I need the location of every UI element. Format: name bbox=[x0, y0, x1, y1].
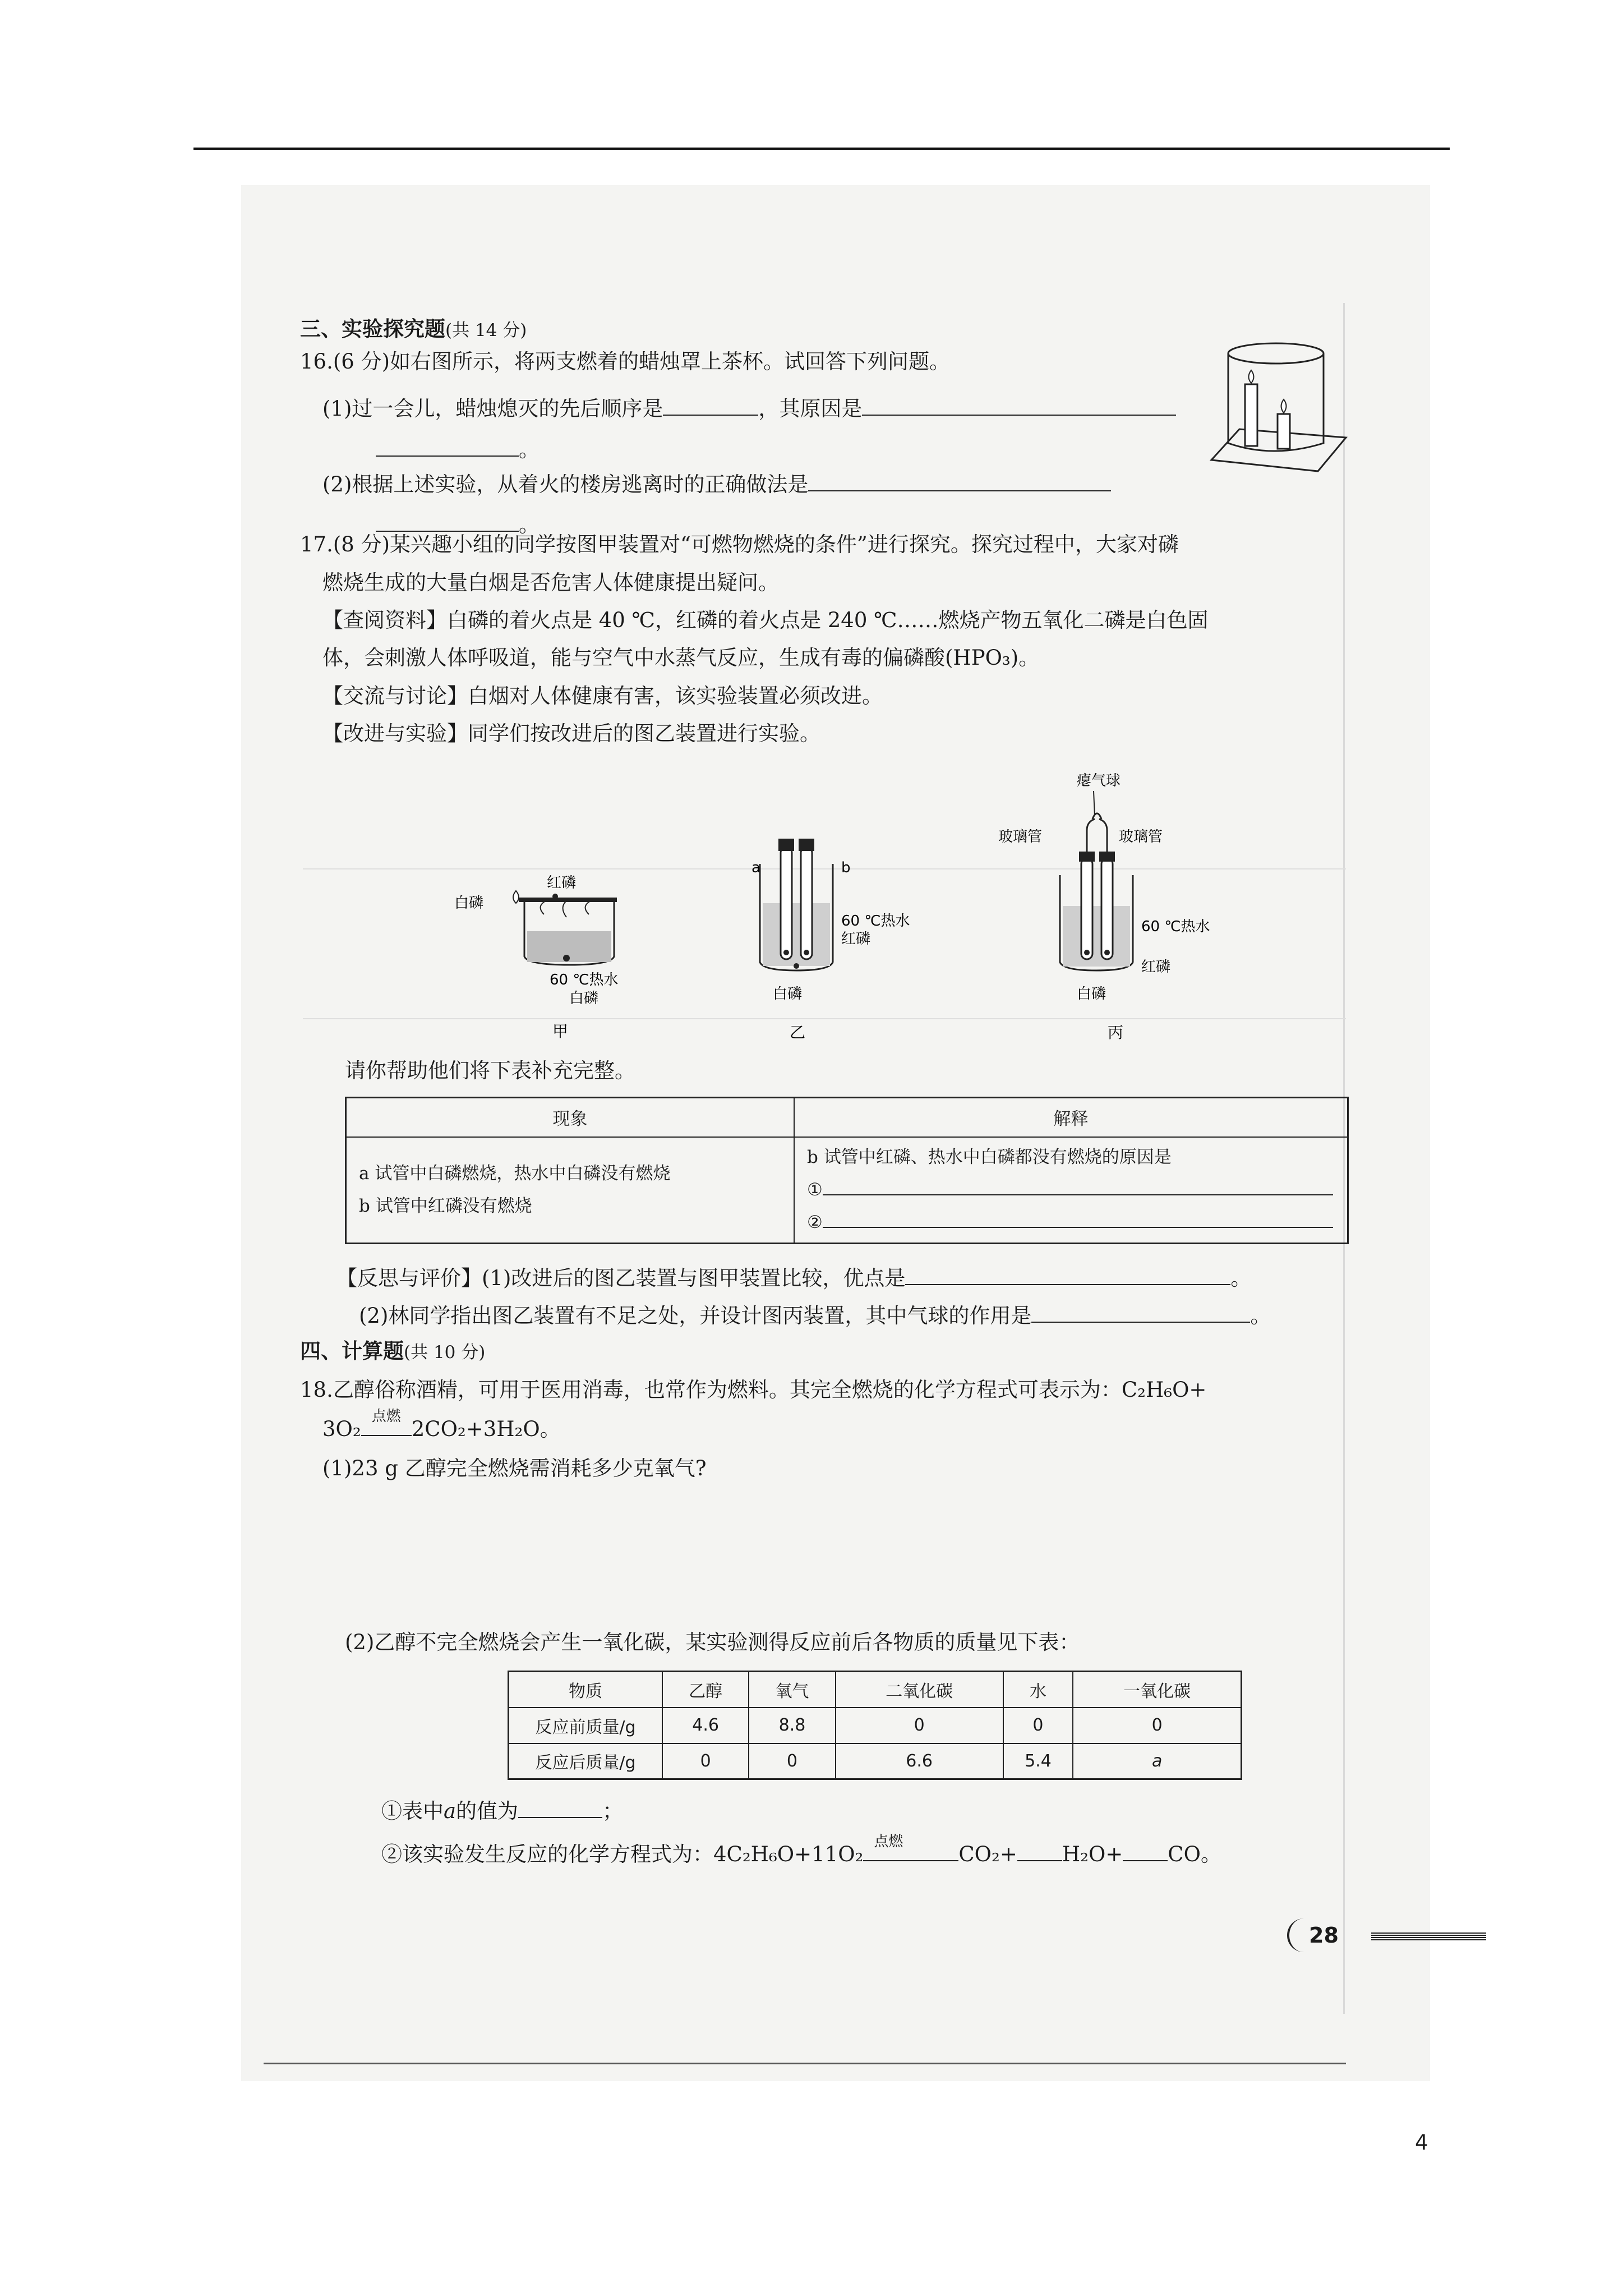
table-header: 二氧化碳 bbox=[836, 1672, 1003, 1708]
table-cell: 0 bbox=[1073, 1708, 1241, 1743]
svg-text:白磷: 白磷 bbox=[773, 986, 803, 1002]
q17-line4: 体，会刺激人体呼吸道，能与空气中水蒸气反应，生成有毒的偏磷酸(HPO₃)。 bbox=[322, 646, 1040, 670]
page-number: 4 bbox=[1415, 2131, 1428, 2155]
answer-blank[interactable] bbox=[862, 395, 1176, 416]
svg-text:丙: 丙 bbox=[1108, 1023, 1124, 1042]
q17-instruction: 请你帮助他们将下表补充完整。 bbox=[345, 1059, 635, 1083]
q16-part2: (2)根据上述实验，从着火的楼房逃离时的正确做法是 bbox=[322, 471, 1111, 498]
table-cell: 0 bbox=[749, 1743, 835, 1779]
q17-line3: 【查阅资料】白磷的着火点是 40 ℃，红磷的着火点是 240 ℃……燃烧产物五氧化二磷是白色固 bbox=[322, 608, 1209, 632]
table-cell: 5.4 bbox=[1003, 1743, 1073, 1779]
figure-bing bbox=[998, 772, 1210, 1042]
figure-yi bbox=[751, 839, 910, 1042]
phenomenon-line: a 试管中白磷燃烧，热水中白磷没有燃烧 bbox=[359, 1163, 671, 1184]
table-row bbox=[509, 1743, 1242, 1779]
table-header: 物质 bbox=[509, 1672, 663, 1708]
q18-line1: 18.乙醇俗称酒精，可用于医用消毒，也常作为燃料。其完全燃烧的化学方程式可表示为：C₂H₆O+ bbox=[300, 1378, 1207, 1402]
phenomenon-explanation-table bbox=[345, 1097, 1349, 1244]
svg-text:乙: 乙 bbox=[790, 1023, 806, 1042]
explanation-lead: b 试管中红磷、热水中白磷都没有燃烧的原因是 bbox=[807, 1147, 1172, 1168]
q16-part1-cont: 。 bbox=[376, 436, 540, 463]
answer-blank[interactable] bbox=[1123, 1841, 1168, 1861]
book-page-number: 28 bbox=[1287, 1918, 1374, 1952]
svg-text:玻璃管: 玻璃管 bbox=[1119, 829, 1163, 845]
explanation-answer-2: ② bbox=[807, 1206, 1347, 1239]
svg-text:60 ℃热水: 60 ℃热水 bbox=[841, 913, 910, 930]
q16-part1: (1)过一会儿，蜡烛熄灭的先后顺序是 ，其原因是 bbox=[322, 395, 1176, 422]
svg-text:白磷: 白磷 bbox=[569, 990, 599, 1007]
answer-blank[interactable] bbox=[663, 395, 758, 416]
q18-equation: 3O₂ 点燃 2CO₂+3H₂O。 bbox=[322, 1408, 561, 1441]
figure-jia bbox=[454, 875, 619, 1041]
answer-blank[interactable] bbox=[905, 1265, 1230, 1285]
q18-sub2: ②该实验发生反应的化学方程式为：4C₂H₆O+11O₂ 点燃 CO₂+ H₂O+ CO。 bbox=[381, 1833, 1221, 1866]
q18-part1: (1)23 g 乙醇完全燃烧需消耗多少克氧气? bbox=[322, 1456, 707, 1480]
svg-text:瘪气球: 瘪气球 bbox=[1077, 772, 1121, 789]
mass-table bbox=[508, 1671, 1242, 1780]
table-header: 乙醇 bbox=[662, 1672, 749, 1708]
q17-line5: 【交流与讨论】白烟对人体健康有害，该实验装置必须改进。 bbox=[322, 684, 883, 708]
svg-text:a: a bbox=[751, 859, 760, 876]
svg-text:玻璃管: 玻璃管 bbox=[998, 829, 1043, 845]
answer-blank[interactable] bbox=[823, 1208, 1333, 1228]
q18-part2: (2)乙醇不完全燃烧会产生一氧化碳，某实验测得反应前后各物质的质量见下表： bbox=[345, 1630, 1080, 1654]
decorative-stripes bbox=[1371, 1932, 1486, 1940]
section4-heading: 四、计算题(共 10 分) bbox=[300, 1338, 486, 1363]
table-cell: 反应后质量/g bbox=[509, 1743, 663, 1779]
q16-part2-cont: 。 bbox=[376, 512, 540, 538]
table-header: 氧气 bbox=[749, 1672, 835, 1708]
answer-blank[interactable] bbox=[823, 1175, 1333, 1195]
explanation-answer-1: ① bbox=[807, 1174, 1347, 1206]
svg-text:红磷: 红磷 bbox=[1141, 959, 1171, 976]
tall-candle bbox=[1245, 384, 1257, 446]
q17-line2: 燃烧生成的大量白烟是否危害人体健康提出疑问。 bbox=[322, 570, 779, 595]
phenomenon-cell bbox=[346, 1137, 795, 1244]
svg-text:60 ℃热水: 60 ℃热水 bbox=[550, 972, 619, 988]
answer-blank[interactable] bbox=[914, 1841, 958, 1861]
answer-blank[interactable] bbox=[518, 1798, 602, 1818]
answer-blank[interactable] bbox=[376, 512, 519, 532]
table-header: 一氧化碳 bbox=[1073, 1672, 1241, 1708]
q17-line1: 17.(8 分)某兴趣小组的同学按图甲装置对“可燃物燃烧的条件”进行探究。探究过程中，大家对磷 bbox=[300, 532, 1179, 556]
phenomenon-line: b 试管中红磷没有燃烧 bbox=[359, 1196, 532, 1217]
svg-text:白磷: 白磷 bbox=[1077, 986, 1106, 1002]
table-cell: 0 bbox=[1003, 1708, 1073, 1743]
answer-blank[interactable] bbox=[1031, 1303, 1250, 1323]
table-cell: 0 bbox=[662, 1743, 749, 1779]
reaction-condition: 点燃 bbox=[863, 1848, 914, 1861]
apparatus-figures bbox=[437, 763, 1279, 1055]
q17-line6: 【改进与实验】同学们按改进后的图乙装置进行实验。 bbox=[322, 721, 820, 746]
short-candle bbox=[1278, 414, 1290, 449]
q17-reflect2: (2)林同学指出图乙装置有不足之处，并设计图丙装置，其中气球的作用是 。 bbox=[359, 1304, 1271, 1328]
table-cell: 反应前质量/g bbox=[509, 1708, 663, 1743]
table-cell: 4.6 bbox=[662, 1708, 749, 1743]
svg-text:b: b bbox=[841, 859, 851, 876]
table-cell: 6.6 bbox=[836, 1743, 1003, 1779]
section3-heading: 三、实验探究题(共 14 分) bbox=[300, 316, 527, 341]
answer-blank[interactable] bbox=[1017, 1841, 1062, 1861]
answer-blank[interactable] bbox=[808, 471, 1111, 491]
flame-icon bbox=[1249, 370, 1254, 383]
svg-text:红磷: 红磷 bbox=[547, 875, 577, 891]
q16-stem: 16.(6 分)如右图所示，将两支燃着的蜡烛罩上茶杯。试回答下列问题。 bbox=[300, 349, 951, 374]
svg-text:白磷: 白磷 bbox=[454, 895, 484, 912]
q18-sub1: ①表中a的值为 ； bbox=[381, 1799, 624, 1823]
bottom-rule bbox=[264, 2063, 1346, 2064]
table-header: 水 bbox=[1003, 1672, 1073, 1708]
q17-reflect1: 【反思与评价】(1)改进后的图乙装置与图甲装置比较，优点是 。 bbox=[336, 1266, 1252, 1290]
answer-blank[interactable] bbox=[376, 436, 519, 457]
explanation-cell bbox=[794, 1137, 1348, 1244]
table-header: 现象 bbox=[346, 1098, 795, 1137]
table-cell: 0 bbox=[836, 1708, 1003, 1743]
reaction-condition: 点燃 bbox=[361, 1423, 412, 1436]
top-rule bbox=[193, 148, 1450, 150]
table-cell: 8.8 bbox=[749, 1708, 835, 1743]
candles-under-cup-figure bbox=[1206, 331, 1352, 477]
svg-text:60 ℃热水: 60 ℃热水 bbox=[1141, 918, 1210, 935]
table-header: 解释 bbox=[794, 1098, 1348, 1137]
table-cell: a bbox=[1073, 1743, 1241, 1779]
table-row bbox=[509, 1708, 1242, 1743]
flame-icon bbox=[1281, 399, 1287, 413]
svg-text:甲: 甲 bbox=[552, 1022, 569, 1041]
flame-icon bbox=[513, 891, 519, 903]
svg-text:红磷: 红磷 bbox=[841, 931, 871, 947]
